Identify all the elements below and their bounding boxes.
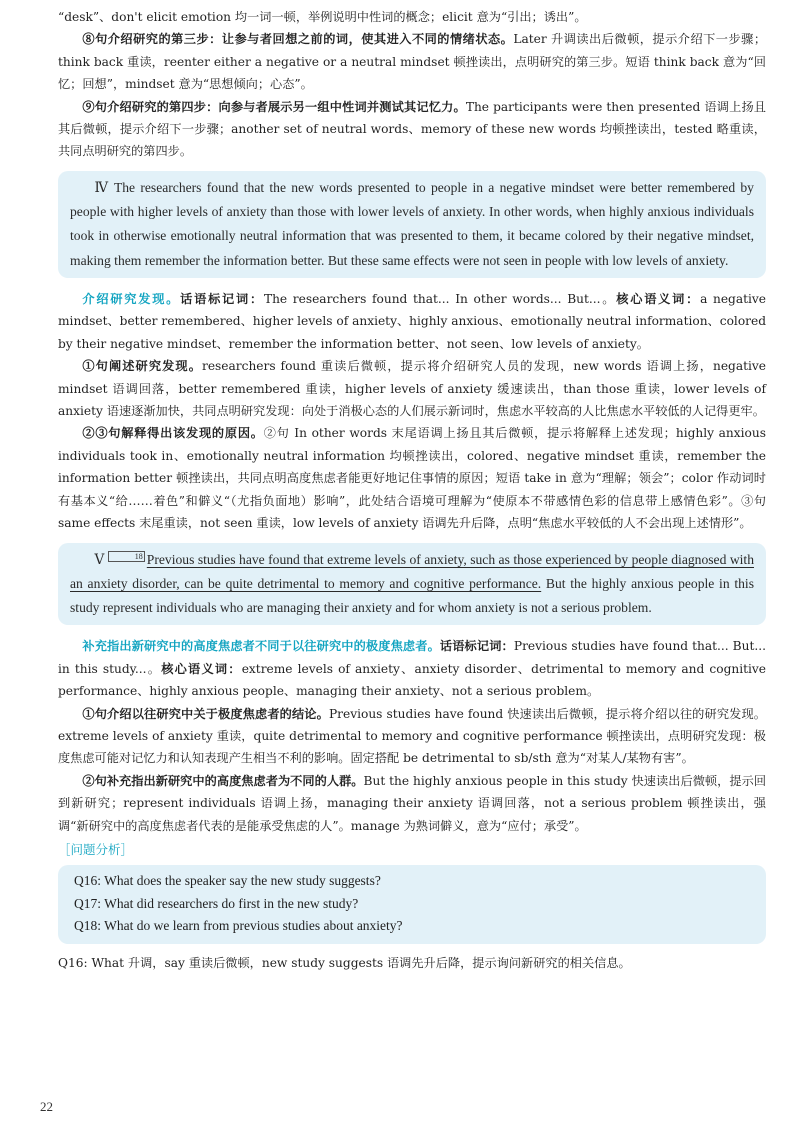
section-4-point-2-heading: ②③句解释得出该发现的原因。: [82, 426, 264, 441]
transcript-5-text: [70, 548, 754, 621]
transcript-4-text: [70, 176, 754, 273]
transcript-5-rest: But the highly anxious people in this study represent individuals who are managing their anxiety and for whom anxiety is not a serious problem.: [70, 575, 754, 616]
analysis-tag: ［问题分析］: [58, 842, 134, 858]
roman-numeral-4: Ⅳ: [94, 179, 110, 195]
section-5-point-2-heading: ②句补充指出新研究中的高度焦虑者为不同的人群。: [82, 773, 364, 788]
section-4-point-2-body: ②句 In other words 末尾语调上扬且其后微顿，提示将解释上述发现；highly anxious individuals took in、emotionally neutral information 均顿挫读出，colored、negative mindset 重读，remember the information better 顿挫读出，共同点明高度焦虑者能更好地记住事情的原因；短语 take in 意为“理解；领会”；color 作动词时有基本义“给……着色”和僻义“（尤指负面地）影响”，此处结合语境可理解为“使原本不带感情色彩的信息带上感情色彩”。③句 same effects 末尾重读，not seen 重读，low levels of anxiety 语调先升后降，点明“焦虑水平较低的人不会出现上述情形”。: [58, 426, 766, 531]
question-box: [58, 865, 766, 944]
section-5-summary: [58, 635, 766, 702]
section-4-summary: [58, 288, 766, 355]
transcript-4-body: The researchers found that the new words presented to people in a negative mindset were better remembered by people with higher levels of anxiety than those with lower levels of anxiety. In other words, when highly anxious individuals took in otherwise emotionally neutral information that was presented to them, it became colored by their negative mindset, making them remember the information better. But these same effects were not seen in people with low levels of anxiety.: [70, 179, 754, 268]
sentence-9-heading: ⑨句介绍研究的第四步：向参与者展示另一组中性词并测试其记忆力。: [82, 99, 466, 114]
section-4-point-1-heading: ①句阐述研究发现。: [82, 359, 203, 374]
section-5-marker-label: 话语标记词：: [439, 639, 514, 654]
section-5-core-words: extreme levels of anxiety、anxiety disorder、detrimental to memory and cognitive performance、highly anxious people、managing their anxiety、not a serious problem。: [58, 661, 767, 699]
section-5-point-1-body: Previous studies have found 快速读出后微顿，提示将介绍以往的研究发现。extreme levels of anxiety 重读，quite detrimental to memory and cognitive performance 顿挫读出，点明研究发现：极度焦虑可能对记忆力和认知表现产生相当不利的影响。固定搭配 be detrimental to sb/sth 意为“对某人/某物有害”。: [58, 706, 766, 766]
question-number-badge: 18: [108, 551, 144, 562]
transcript-box-4: [58, 171, 766, 278]
section-4-marker-label: 话语标记词：: [180, 292, 264, 307]
section-4-core-words: a negative mindset、better remembered、higher levels of anxiety、highly anxious、emotionally neutral information、colored by their negative mindset、remember the information better、not seen、low levels of anxiety。: [58, 292, 767, 351]
section-4-core-label: 核心语义词：: [616, 292, 701, 307]
transcript-5-underlined: Previous studies have found that extreme levels of anxiety, such as those experienced by people diagnosed with an anxiety disorder, can be quite detrimental to memory and cognitive performance.: [70, 551, 754, 591]
paragraph-continued: “desk”、don't elicit emotion 均一词一顿，举例说明中性词的概念；elicit 意为“引出；诱出”。: [58, 10, 587, 24]
paragraph-sentence-8: [58, 28, 766, 95]
section-5-point-1: [58, 703, 766, 770]
analysis-answer-q16: Q16: What 升调，say 重读后微顿，new study suggests 语调先升后降，提示询问新研究的相关信息。: [58, 955, 631, 970]
section-5-point-1-heading: ①句介绍以往研究中关于极度焦虑者的结论。: [82, 706, 329, 721]
roman-numeral-5: Ⅴ: [94, 551, 105, 567]
section-5-heading: 补充指出新研究中的高度焦虑者不同于以往研究中的极度焦虑者。: [82, 639, 440, 654]
sentence-9-body: The participants were then presented 语调上扬且其后微顿，提示介绍下一步骤；another set of neutral words、memory of these new words 均顿挫读出，tested 略重读，共同点明研究的第四步。: [58, 99, 766, 159]
transcript-box-5: [58, 543, 766, 626]
section-5-point-2-body: But the highly anxious people in this study 快速读出后微顿，提示回到新研究；represent individuals 语调上扬，managing their anxiety 语调回落，not a serious problem 顿挫读出，强调“新研究中的高度焦虑者代表的是能承受焦虑的人”。manage 为熟词僻义，意为“应付；承受”。: [58, 773, 767, 833]
section-4-point-2: [58, 422, 766, 534]
paragraph-sentence-9: [58, 96, 766, 163]
page-number: 22: [40, 1099, 53, 1114]
question-q16: Q16: What does the speaker say the new study suggests?: [74, 873, 381, 889]
sentence-8-heading: ⑧句介绍研究的第三步：让参与者回想之前的词，使其进入不同的情绪状态。: [82, 32, 514, 47]
section-4-heading: 介绍研究发现。: [82, 292, 181, 307]
sentence-8-body: Later 升调读出后微顿，提示介绍下一步骤；think back 重读，reenter either a negative or a neutral mindset 顿挫读出，点明研究的第三步。短语 think back 意为“回忆；回想”，mindset 意为“思想倾向；心态”。: [58, 32, 767, 92]
section-5-markers: Previous studies have found that... But... in this study...。: [58, 639, 766, 676]
section-5-core-label: 核心语义词：: [161, 661, 242, 676]
section-4-point-1: [58, 355, 766, 422]
section-4-point-1-body: researchers found 重读后微顿，提示将介绍研究人员的发现，new words 语调上扬，negative mindset 语调回落，better remembered 重读，higher levels of anxiety 缓速读出，than those 重读，lower levels of anxiety 语速逐渐加快，共同点明研究发现：向处于消极心态的人们展示新词时，焦虑水平较高的人比焦虑水平较低的人记得更牢。: [58, 359, 767, 419]
section-4-markers: The researchers found that... In other words... But...。: [263, 292, 617, 307]
document-page: [58, 6, 766, 974]
section-5-point-2: [58, 770, 766, 837]
question-q17: Q17: What did researchers do first in the new study?: [74, 895, 359, 911]
question-q18: Q18: What do we learn from previous studies about anxiety?: [74, 918, 403, 934]
